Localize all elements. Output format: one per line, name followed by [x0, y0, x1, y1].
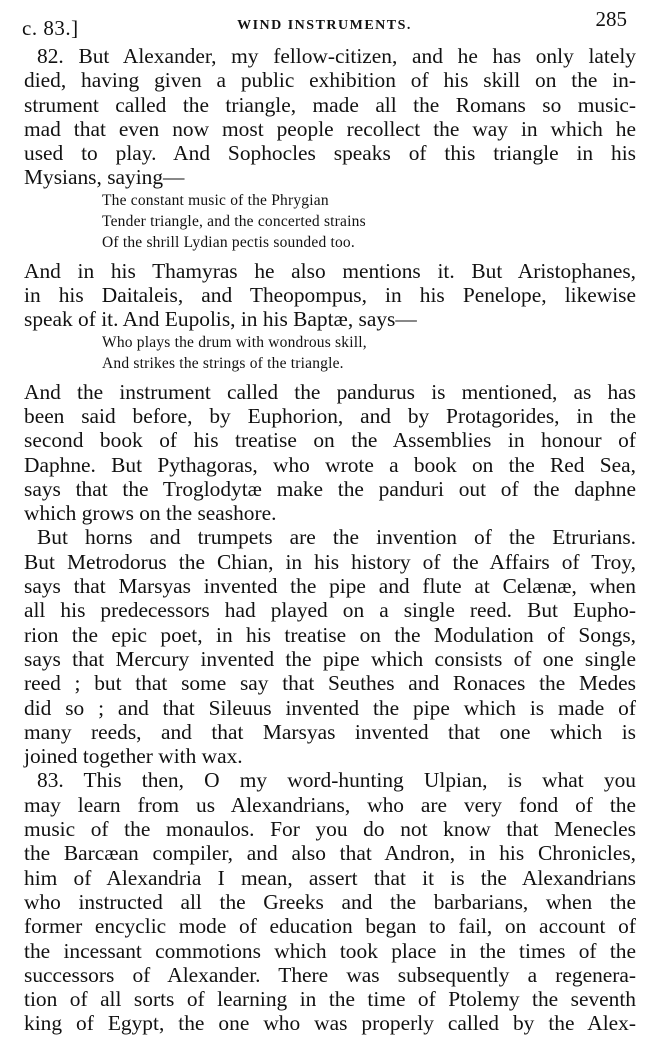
text-line: who instructed all the Greeks and the barbarians, when the — [24, 889, 636, 914]
text-line: may learn from us Alexandrians, who are very fond of the — [24, 792, 636, 817]
text-line: speak of it. And Eupolis, in his Baptæ, says— — [24, 307, 417, 332]
text-line: And the instrument called the pandurus is mentioned, as has — [24, 379, 636, 404]
text-line: rion the epic poet, in his treatise on the Modulation of Songs, — [24, 622, 636, 647]
text-line: been said before, by Euphorion, and by Protagorides, in the — [24, 403, 636, 428]
text-line: Mysians, saying— — [24, 165, 185, 190]
verse-quotation-eupolis — [102, 332, 636, 374]
body-text — [24, 44, 636, 1036]
text-line: But horns and trumpets are the invention of the Etrurians. — [37, 525, 636, 550]
text-line: Daphne. But Pythagoras, who wrote a book on the Red Sea, — [24, 452, 636, 477]
verse-line: The constant music of the Phrygian — [102, 191, 329, 209]
paragraph-thamyras — [24, 259, 636, 332]
text-line: successors of Alexander. There was subsequently a regenera- — [24, 962, 636, 987]
page-number: 285 — [595, 7, 627, 31]
text-line: 83. This then, O my word-hunting Ulpian, is what you — [37, 768, 636, 793]
text-line: the incessant commotions which took place in the times of the — [24, 938, 636, 963]
verse-line: Who plays the drum with wondrous skill, — [102, 333, 367, 351]
text-line: 82. But Alexander, my fellow-citizen, and he has only lately — [37, 44, 636, 68]
text-line: king of Egypt, the one who was properly called by the Alex- — [24, 1011, 636, 1036]
paragraph-pandurus — [24, 380, 636, 526]
text-line: former encyclic mode of education began to fail, on account of — [24, 914, 636, 939]
verse-line: Of the shrill Lydian pectis sounded too. — [102, 233, 355, 251]
text-line: did so ; and that Sileuus invented the pipe which is made of — [24, 695, 636, 720]
running-title: WIND INSTRUMENTS. — [237, 18, 412, 33]
text-line: all his predecessors had played on a single reed. But Eupho- — [24, 598, 636, 623]
text-line: second book of his treatise on the Assemblies in honour of — [24, 428, 636, 453]
verse-line: Tender triangle, and the concerted strains — [102, 212, 366, 230]
text-line: joined together with wax. — [24, 744, 243, 769]
text-line: But Metrodorus the Chian, in his history of the Affairs of Troy, — [24, 549, 636, 574]
text-line: in his Daitaleis, and Theopompus, in his Penelope, likewise — [24, 283, 636, 308]
text-line: music of the monaulos. For you do not know that Menecles — [24, 817, 636, 842]
text-line: says that the Troglodytæ make the panduri out of the daphne — [24, 476, 636, 501]
text-line: says that Marsyas invented the pipe and flute at Celænæ, when — [24, 574, 636, 599]
verse-quotation-sophocles — [102, 190, 636, 253]
text-line: tion of all sorts of learning in the time of Ptolemy the seventh — [24, 987, 636, 1012]
text-line: strument called the triangle, made all the Romans so music- — [24, 92, 636, 117]
text-line: used to play. And Sophocles speaks of this triangle in his — [24, 141, 636, 166]
text-line: mad that even now most people recollect the way in which he — [24, 116, 636, 141]
paragraph-82 — [24, 44, 636, 190]
paragraph-83 — [24, 768, 636, 1035]
verse-line: And strikes the strings of the triangle. — [102, 354, 344, 372]
text-line: says that Mercury invented the pipe which consists of one single — [24, 646, 636, 671]
chapter-reference: c. 83.] — [22, 16, 79, 40]
text-line: the Barcæan compiler, and also that Andron, in his Chronicles, — [24, 841, 636, 866]
text-line: which grows on the seashore. — [24, 501, 277, 526]
running-head — [22, 6, 627, 40]
paragraph-horns-trumpets — [24, 525, 636, 768]
text-line: died, having given a public exhibition of his skill on the in- — [24, 68, 636, 93]
text-line: him of Alexandria I mean, assert that it is the Alexandrians — [24, 865, 636, 890]
text-line: reed ; but that some say that Seuthes and Ronaces the Medes — [24, 671, 636, 696]
text-line: many reeds, and that Marsyas invented that one which is — [24, 719, 636, 744]
text-line: And in his Thamyras he also mentions it. But Aristophanes, — [24, 258, 636, 283]
